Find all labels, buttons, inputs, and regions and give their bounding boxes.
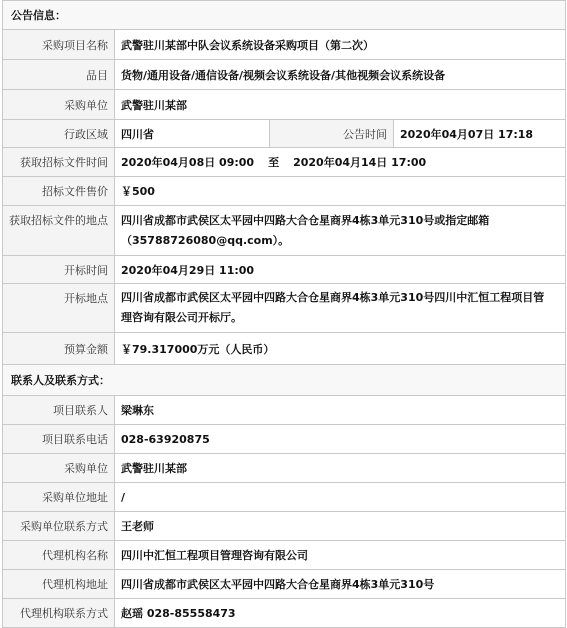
- open-place-value: [115, 284, 566, 333]
- publish-time-label: 公告时间: [270, 120, 394, 148]
- row-project-phone: [3, 425, 566, 454]
- open-place-line1: 四川省成都市武侯区太平园中四路大合仓星商界4栋3单元310号四川中汇恒工程项目管: [121, 291, 545, 304]
- section-notice-info-row: [3, 1, 566, 30]
- doc-place-line2: （35788726080@qq.com）。: [121, 233, 290, 247]
- row-open-time: [3, 256, 566, 284]
- category-value: 货物/通用设备/通信设备/视频会议系统设备/其他视频会议系统设备: [115, 60, 566, 90]
- row-purchaser: [3, 90, 566, 120]
- row-category: [3, 60, 566, 90]
- row-doc-price: [3, 177, 566, 206]
- doc-price-label: 招标文件售价: [3, 177, 115, 206]
- doc-price-value: ￥500: [115, 177, 566, 206]
- category-label: 品目: [3, 60, 115, 90]
- agency-contact-label: 代理机构联系方式: [3, 599, 115, 628]
- project-phone-label: 项目联系电话: [3, 425, 115, 454]
- project-name-label: 采购项目名称: [3, 30, 115, 60]
- project-contact-label: 项目联系人: [3, 396, 115, 425]
- purchaser-contact-label: 采购单位联系方式: [3, 512, 115, 541]
- section-notice-info-heading: 公告信息：: [3, 1, 566, 30]
- row-project-contact: [3, 396, 566, 425]
- open-place-label: 开标地点: [3, 284, 115, 333]
- region-value: 四川省: [115, 120, 270, 148]
- doc-time-end: 2020年04月14日 17:00: [293, 156, 427, 169]
- project-phone-value: 028-63920875: [115, 425, 566, 454]
- open-place-line2: 理咨询有限公司开标厅。: [121, 311, 242, 324]
- purchaser-value: 武警驻川某部: [115, 90, 566, 120]
- agency-name-value: 四川中汇恒工程项目管理咨询有限公司: [115, 541, 566, 570]
- doc-time-start: 2020年04月08日 09:00: [121, 156, 255, 169]
- agency-address-value: 四川省成都市武侯区太平园中四路大合仓星商界4栋3单元310号: [115, 570, 566, 599]
- row-open-place: [3, 284, 566, 333]
- purchaser-contact-value: 王老师: [115, 512, 566, 541]
- announcement-table-wrapper: [2, 0, 565, 628]
- region-label: 行政区域: [3, 120, 115, 148]
- row-agency-name: [3, 541, 566, 570]
- agency-name-label: 代理机构名称: [3, 541, 115, 570]
- row-purchaser-contact: [3, 512, 566, 541]
- row-doc-place: [3, 206, 566, 256]
- purchaser-address-label: 采购单位地址: [3, 483, 115, 512]
- open-time-label: 开标时间: [3, 256, 115, 284]
- row-contact-purchaser: [3, 454, 566, 483]
- row-project-name: [3, 30, 566, 60]
- contact-purchaser-value: 武警驻川某部: [115, 454, 566, 483]
- doc-time-to: 至: [268, 156, 280, 169]
- budget-label: 预算金额: [3, 333, 115, 365]
- row-doc-time: [3, 148, 566, 177]
- project-contact-value: 梁琳东: [115, 396, 566, 425]
- doc-time-value: [115, 148, 566, 177]
- section-contacts-row: [3, 365, 566, 396]
- agency-contact-value: 赵瑶 028-85558473: [115, 599, 566, 628]
- purchaser-label: 采购单位: [3, 90, 115, 120]
- row-agency-address: [3, 570, 566, 599]
- doc-time-label: 获取招标文件时间: [3, 148, 115, 177]
- budget-value: ￥79.317000万元（人民币）: [115, 333, 566, 365]
- row-agency-contact: [3, 599, 566, 628]
- row-budget: [3, 333, 566, 365]
- project-name-value: 武警驻川某部中队会议系统设备采购项目（第二次）: [115, 30, 566, 60]
- publish-time-value: 2020年04月07日 17:18: [394, 120, 566, 148]
- doc-place-label: 获取招标文件的地点: [3, 206, 115, 256]
- row-region-publish-time: [3, 120, 566, 148]
- agency-address-label: 代理机构地址: [3, 570, 115, 599]
- section-contacts-heading: 联系人及联系方式：: [3, 365, 566, 396]
- purchaser-address-value: /: [115, 483, 566, 512]
- row-purchaser-address: [3, 483, 566, 512]
- contact-purchaser-label: 采购单位: [3, 454, 115, 483]
- doc-place-line1: 四川省成都市武侯区太平园中四路大合仓星商界4栋3单元310号或指定邮箱: [121, 213, 490, 227]
- doc-place-value: [115, 206, 566, 256]
- announcement-table: [2, 0, 566, 628]
- open-time-value: 2020年04月29日 11:00: [115, 256, 566, 284]
